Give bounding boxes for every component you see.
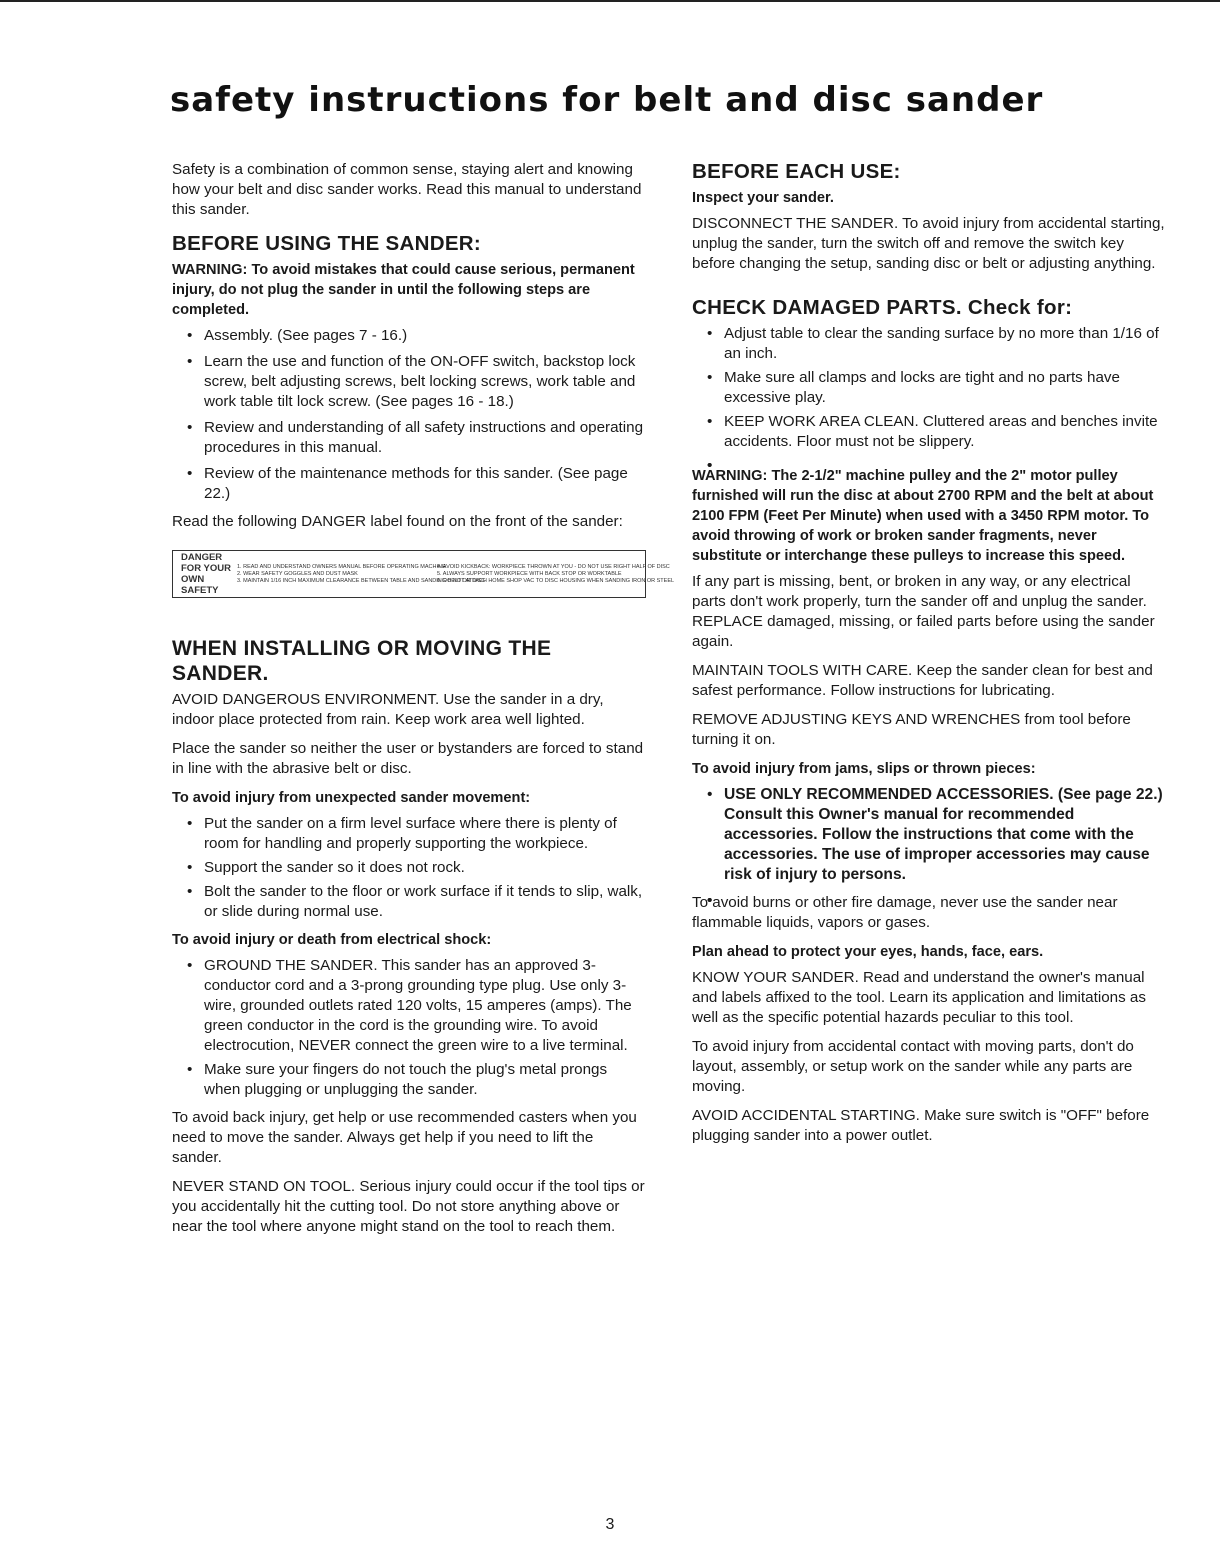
before-using-list: [172, 326, 646, 504]
pulley-warning: WARNING: The 2-1/2" machine pulley and the 2" motor pulley furnished will run the disc at about 2700 RPM and the belt at about 2100 FPM (Feet Per Minute) when used with a 3450 RPM motor. To avoid throwing of work or broken sander fragments, never substitute or interchange these pulleys to increase this speed.: [692, 468, 1154, 564]
installing-heading: WHEN INSTALLING OR MOVING THE SANDER.: [172, 637, 552, 685]
list-item: • Make sure all clamps and locks are tight and no parts have excessive play.: [692, 368, 1168, 408]
danger-label-title-line: DANGER: [181, 552, 223, 563]
check-paragraph: REMOVE ADJUSTING KEYS AND WRENCHES from tool before turning it on.: [692, 711, 1131, 748]
list-item: • Bolt the sander to the floor or work surface if it tends to slip, walk, or slide during normal use.: [172, 882, 646, 922]
check-heading: CHECK DAMAGED PARTS. Check for:: [692, 296, 1073, 319]
list-item: • Review and understanding of all safety instructions and operating procedures in this manual.: [172, 418, 646, 458]
installing-paragraph: NEVER STAND ON TOOL. Serious injury could occur if the tool tips or you accidentally hit the cutting tool. Do not store anything above or near the tool where anyone might stand on the tool to reach them.: [172, 1178, 645, 1235]
check-subheading: To avoid injury from jams, slips or thrown pieces:: [692, 761, 1036, 777]
danger-label-line: 6. DO NOT ATTACH HOME SHOP VAC TO DISC HOUSING WHEN SANDING IRON OR STEEL: [437, 577, 675, 584]
list-item: • Assembly. (See pages 7 - 16.): [172, 326, 646, 346]
list-item: • Put the sander on a firm level surface where there is plenty of room for handling and properly supporting the workpiece.: [172, 814, 646, 854]
check-paragraph: AVOID ACCIDENTAL STARTING. Make sure switch is "OFF" before plugging sander into a power outlet.: [692, 1107, 1150, 1144]
shock-list: [172, 956, 646, 1100]
danger-label-line: 4. AVOID KICKBACK: WORKPIECE THROWN AT YOU - DO NOT USE RIGHT HALF OF DISC: [437, 563, 670, 570]
danger-label-line: 2. WEAR SAFETY GOGGLES AND DUST MASK: [237, 570, 358, 577]
accessories-list: [692, 785, 1168, 885]
left-column: [172, 160, 675, 1246]
check-paragraph: To avoid injury from accidental contact with moving parts, don't do layout, assembly, or setup work on the sander while any parts are moving.: [692, 1038, 1134, 1095]
page-title: safety instructions for belt and disc sander: [170, 80, 1044, 120]
list-item: • Review of the maintenance methods for this sander. (See page 22.): [172, 464, 646, 504]
danger-label: [172, 550, 675, 598]
read-label-paragraph: Read the following DANGER label found on the front of the sander:: [172, 513, 623, 530]
intro-paragraph: Safety is a combination of common sense, staying alert and knowing how your belt and disc sander works. Read this manual to understand this sander.: [172, 161, 642, 218]
list-item: • KEEP WORK AREA CLEAN. Cluttered areas and benches invite accidents. Floor must not be slippery.: [692, 412, 1168, 452]
check-paragraph: KNOW YOUR SANDER. Read and understand the owner's manual and labels affixed to the tool. Learn its application and limitations as well as the specific potential hazards peculiar to this tool.: [692, 969, 1146, 1026]
danger-label-title: [181, 552, 237, 596]
danger-label-title-line: OWN SAFETY: [181, 574, 219, 596]
before-using-warning: WARNING: To avoid mistakes that could cause serious, permanent injury, do not plug the sander in until the following steps are completed.: [172, 262, 635, 318]
list-item: • Learn the use and function of the ON-OFF switch, backstop lock screw, belt adjusting screws, belt locking screws, work table and work table tilt lock screw. (See pages 16 - 18.): [172, 352, 646, 412]
installing-paragraph: To avoid back injury, get help or use recommended casters when you need to move the sander. Always get help if you need to lift the sander.: [172, 1109, 637, 1166]
check-subheading: Plan ahead to protect your eyes, hands, face, ears.: [692, 944, 1044, 960]
before-each-paragraph: DISCONNECT THE SANDER. To avoid injury from accidental starting, unplug the sander, turn the switch off and remove the switch key before changing the setup, sanding disc or belt or adjusting anything.: [692, 215, 1165, 272]
before-each-subheading: Inspect your sander.: [692, 190, 834, 206]
check-paragraph: To avoid burns or other fire damage, never use the sander near flammable liquids, vapors or gases.: [692, 894, 1118, 931]
installing-subheading: To avoid injury or death from electrical shock:: [172, 932, 492, 948]
list-item: • Support the sander so it does not rock.: [172, 858, 646, 878]
list-item: • Make sure your fingers do not touch the plug's metal prongs when plugging or unplugging the sander.: [172, 1060, 646, 1100]
top-rule: [0, 0, 1220, 2]
danger-label-line: 5. ALWAYS SUPPORT WORKPIECE WITH BACK STOP OR WORKTABLE: [437, 570, 622, 577]
check-paragraph: If any part is missing, bent, or broken in any way, or any electrical parts don't work properly, turn the sander off and unplug the sander. REPLACE damaged, missing, or failed parts before using the sander again.: [692, 573, 1155, 650]
danger-label-title-line: FOR YOUR: [181, 563, 231, 574]
page-number: 3: [605, 1516, 615, 1533]
check-list: [692, 324, 1168, 452]
list-item: • GROUND THE SANDER. This sander has an approved 3-conductor cord and a 3-prong grounding type plug. Use only 3-wire, grounded outlets rated 120 volts, 15 amperes (amps). The green conductor in the cord is the grounding wire. To avoid electrocution, NEVER connect the green wire to a live terminal.: [172, 956, 646, 1056]
installing-paragraph: Place the sander so neither the user or bystanders are forced to stand in line with the abrasive belt or disc.: [172, 740, 644, 777]
right-column: [692, 160, 1168, 1155]
installing-subheading: To avoid injury from unexpected sander movement:: [172, 790, 531, 806]
before-each-heading: BEFORE EACH USE:: [692, 160, 901, 183]
danger-label-line: 1. READ AND UNDERSTAND OWNERS MANUAL BEFORE OPERATING MACHINE: [237, 563, 446, 570]
danger-label-line: 3. MAINTAIN 1/16 INCH MAXIMUM CLEARANCE BETWEEN TABLE AND SANDING BELT OR DISC: [237, 577, 486, 584]
movement-list: [172, 814, 646, 922]
danger-label-col1: [237, 563, 486, 585]
installing-paragraph: AVOID DANGEROUS ENVIRONMENT. Use the sander in a dry, indoor place protected from rain. Keep work area well lighted.: [172, 691, 604, 728]
list-item: • Adjust table to clear the sanding surface by no more than 1/16 of an inch.: [692, 324, 1168, 364]
list-item: • USE ONLY RECOMMENDED ACCESSORIES. (See page 22.) Consult this Owner's manual for recommended accessories. Follow the instructions that come with the accessories. The use of improper accessories may cause risk of injury to persons.: [692, 785, 1168, 885]
check-paragraph: MAINTAIN TOOLS WITH CARE. Keep the sander clean for best and safest performance. Follow instructions for lubricating.: [692, 662, 1153, 699]
danger-label-col2: [437, 563, 675, 585]
before-using-heading: BEFORE USING THE SANDER:: [172, 232, 482, 255]
